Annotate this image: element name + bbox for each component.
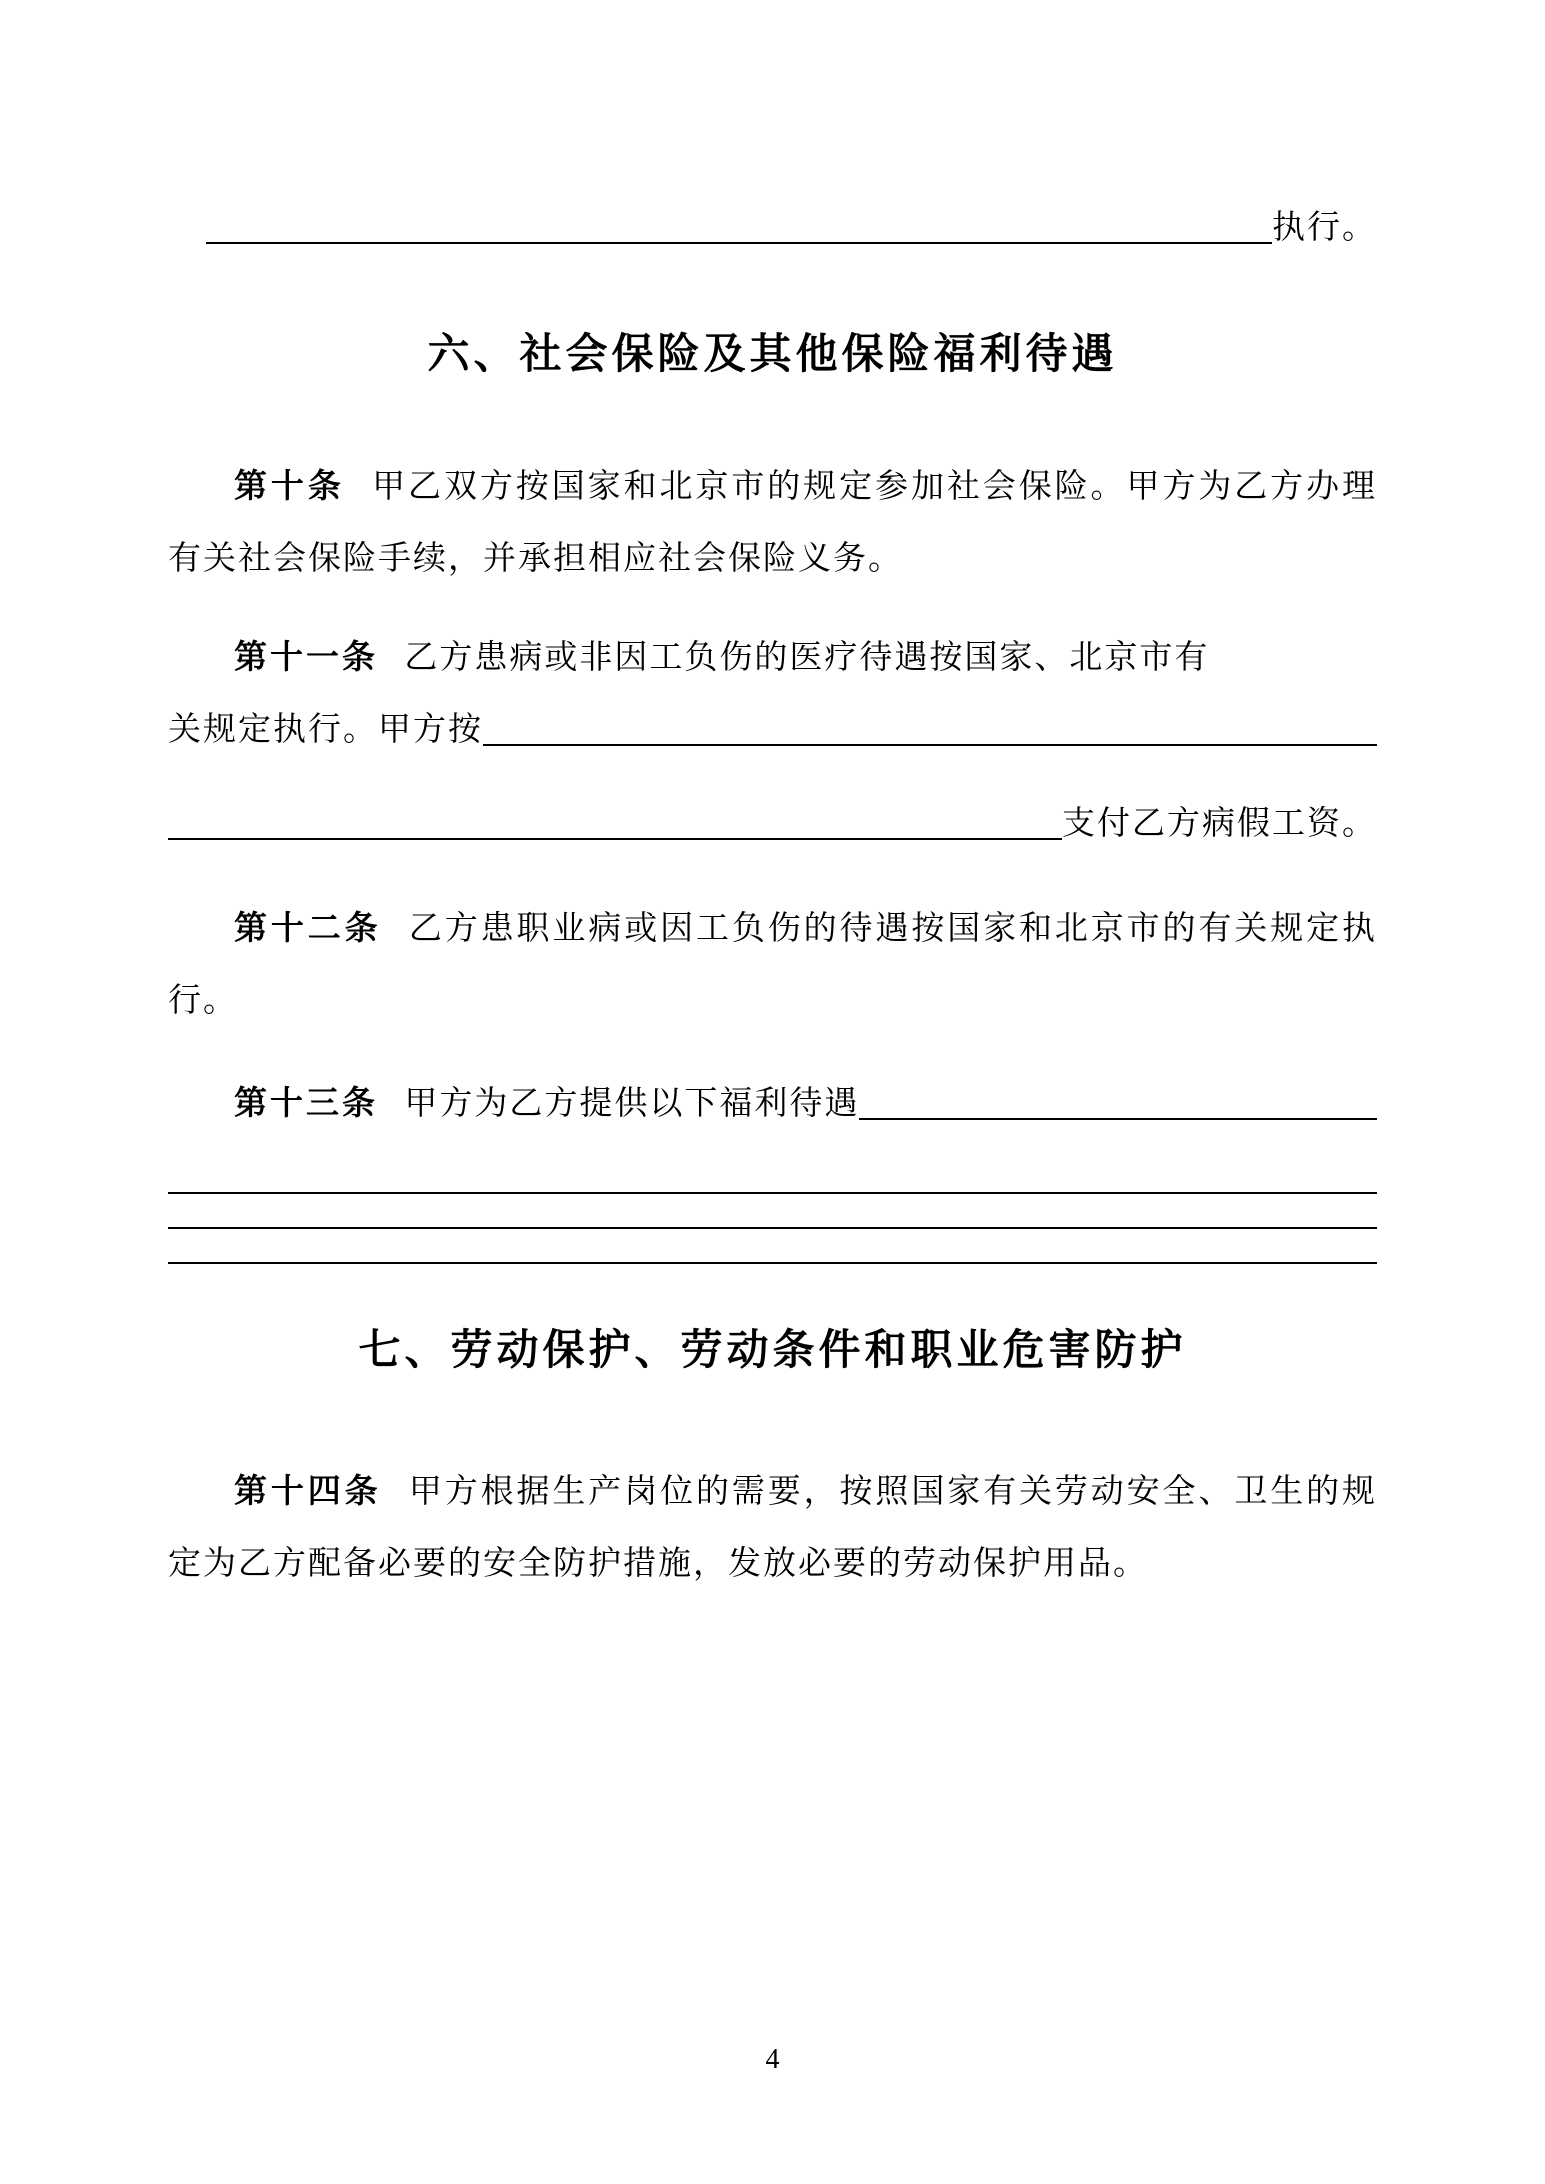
article-14-text: 甲方根据生产岗位的需要，按照国家有关劳动安全、卫生的规定为乙方配备必要的安全防护措施，发放必要的劳动保护用品。 — [168, 1474, 1377, 1582]
article-14-paragraph — [168, 1455, 1377, 1600]
article-14-label: 第十四条 — [234, 1472, 382, 1509]
article-11-text-line-1: 乙方患病或非因工负伤的医疗待遇按国家、北京市有 — [404, 640, 1210, 676]
article-12-text: 乙方患职业病或因工负伤的待遇按国家和北京市的有关规定执行。 — [168, 911, 1377, 1019]
article-13-label: 第十三条 — [234, 1084, 378, 1121]
article-13-paragraph — [168, 1067, 1377, 1140]
article-12-paragraph — [168, 892, 1377, 1037]
article-11-paragraph — [168, 621, 1377, 860]
article-13-text: 甲方为乙方提供以下福利待遇 — [404, 1086, 860, 1122]
blank-underline-field[interactable] — [168, 838, 1062, 840]
blank-underline-field[interactable] — [168, 1192, 1377, 1194]
article-11-pay-line — [168, 788, 1377, 860]
article-12-label: 第十二条 — [234, 909, 382, 946]
article-11-text-line-2: 关规定执行。甲方按 — [168, 712, 483, 748]
article-10-text: 甲乙双方按国家和北京市的规定参加社会保险。甲方为乙方办理有关社会保险手续，并承担相应社会保险义务。 — [168, 469, 1378, 577]
page-number: 4 — [765, 2044, 780, 2075]
article-11-line-2 — [168, 694, 1377, 766]
blank-underline-field[interactable] — [168, 1227, 1377, 1229]
article-10-paragraph — [168, 450, 1377, 595]
article-10-label: 第十条 — [234, 467, 345, 504]
section-6-heading: 六、社会保险及其他保险福利待遇 — [427, 330, 1118, 377]
fill-in-line-2 — [168, 1221, 1377, 1223]
blank-underline-field[interactable] — [859, 1118, 1377, 1120]
article-11-line-1 — [168, 621, 1377, 694]
fill-in-line-1 — [168, 1186, 1377, 1188]
article-11-label: 第十一条 — [234, 638, 378, 675]
top-fill-in-line — [168, 192, 1377, 264]
blank-underline-field[interactable] — [206, 242, 1272, 244]
blank-underline-field[interactable] — [483, 744, 1377, 746]
top-line-text: 执行。 — [1272, 210, 1377, 246]
fill-in-line-3 — [168, 1256, 1377, 1258]
blank-underline-field[interactable] — [168, 1262, 1377, 1264]
article-11-pay-text: 支付乙方病假工资。 — [1062, 806, 1377, 842]
section-7-heading: 七、劳动保护、劳动条件和职业危害防护 — [358, 1326, 1187, 1373]
